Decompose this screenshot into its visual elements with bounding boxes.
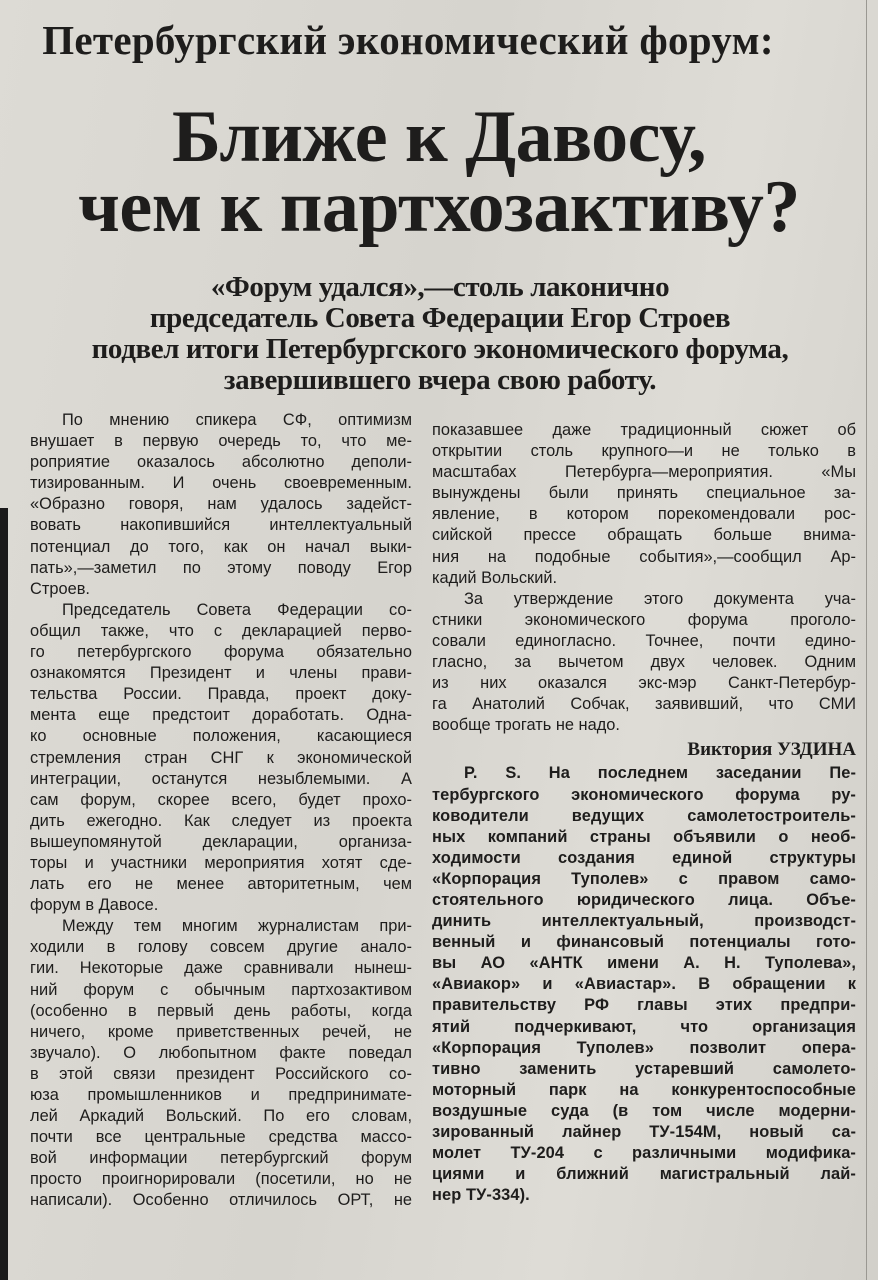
text-line: моторный парк на конкурентоспособные [432, 1080, 856, 1099]
text-line: «Авиакор» и «Авиастар». В обращении к [432, 975, 856, 994]
text-line: нер ТУ-334). [432, 1186, 530, 1205]
text-line: звучало). О любопытном факте поведал [30, 1043, 412, 1062]
text-line: Строев. [30, 579, 90, 598]
text-line: тивно заменить устаревший самолето- [432, 1059, 856, 1078]
text-line: По мнению спикера СФ, оптимизм [62, 411, 412, 429]
paragraph [30, 916, 412, 1211]
text-line: гласно, за вычетом двух человек. Одним [432, 653, 856, 672]
text-line: ничего, кроме приветственных речей, не [30, 1022, 412, 1041]
text-line: юза промышленников и предпринимате- [30, 1086, 412, 1104]
text-line: (особенно в первый день работы, когда [30, 1001, 412, 1020]
text-line: торы и участники мероприятия хотят сде- [30, 853, 412, 872]
paragraph [432, 589, 856, 737]
text-line: ятий подчеркивают, что организация [432, 1017, 856, 1036]
text-line: просто проигнорировали (посетили, но не [30, 1170, 412, 1189]
text-line: ководители ведущих самолетостроитель- [432, 806, 856, 825]
text-line: в этой связи президент Российского со- [30, 1064, 412, 1083]
article-kicker: Петербургский экономический форум: [42, 17, 774, 63]
text-line: лей Аркадий Вольский. По его словам, [30, 1107, 412, 1126]
text-line: потенциал до того, как он начал выки- [30, 537, 412, 556]
text-line: «Корпорация Туполев» позволит опера- [432, 1038, 856, 1057]
text-line: дить ежегодно. Как следует из проекта [30, 811, 412, 830]
text-line: сийской прессе обращать больше внима- [432, 526, 856, 545]
text-line: ных компаний страны объявили о необ- [432, 827, 856, 846]
article-column-right [432, 420, 856, 1206]
lead-line: подвел итоги Петербургского экономического форума, [91, 333, 789, 365]
text-line: сам форум, скорее всего, будет прохо- [30, 790, 412, 809]
text-line: из них оказался экс-мэр Санкт-Петербур- [432, 674, 856, 693]
headline-line-1: Ближе к Давосу, [171, 96, 707, 178]
text-line: совали единогласно. Точнее, почти едино- [432, 631, 856, 650]
paragraph [432, 763, 856, 1206]
text-line: Председатель Совета Федерации со- [62, 600, 412, 619]
text-line: «Образно говоря, нам удалось задейст- [30, 495, 412, 514]
text-line: вовать накопившийся интеллектуальный [30, 516, 412, 535]
page-edge-shadow [0, 508, 8, 1280]
paragraph [432, 420, 856, 589]
text-line: молет ТУ-204 с различными модифика- [432, 1144, 856, 1163]
lead-line: завершившего вчера свою работу. [223, 364, 657, 396]
text-line: воздушные суда (в том числе модерни- [432, 1101, 856, 1120]
text-line: динить интеллектуальный, производст- [432, 912, 856, 931]
text-line: ознакомятся Президент и члены прави- [30, 664, 412, 683]
text-line: «Корпорация Туполев» с правом само- [432, 869, 856, 888]
text-line: стремления стран СНГ к экономической [30, 748, 412, 767]
postscript [432, 763, 856, 1206]
text-line: тизированным. И очень своевременным. [30, 474, 412, 493]
text-line: циями и ближний магистральный лай- [432, 1165, 856, 1184]
text-line: форум в Давосе. [30, 896, 159, 915]
article-column-left [30, 410, 412, 1212]
text-line: показавшее даже традиционный сюжет об [432, 421, 856, 439]
text-line: P. S. На последнем заседании Пе- [464, 764, 856, 783]
text-line: стники экономического форума проголо- [432, 610, 856, 629]
text-line: венный и финансовый потенциалы гото- [432, 933, 856, 952]
text-line: вой информации петербургский форум [30, 1149, 412, 1168]
text-line: стоятельного юридического лица. Объе- [432, 890, 856, 909]
text-line: явление, в котором порекомендовали рос- [432, 505, 856, 524]
text-line: мента еще предстоит доработать. Одна- [30, 706, 412, 725]
author-byline: Виктория УЗДИНА [687, 739, 856, 761]
lead-line: «Форум удался»,—столь лаконично [210, 271, 670, 303]
text-line: вообще трогать не надо. [432, 716, 620, 735]
text-line: вышеупомянутой декларации, организа- [30, 832, 412, 851]
headline-line-2: чем к партхозактиву? [78, 166, 800, 248]
text-line: правительству РФ главы этих предпри- [432, 996, 856, 1015]
paragraph [30, 410, 412, 600]
text-line: вынуждены были принять специальное за- [432, 484, 856, 503]
text-line: гии. Некоторые даже сравнивали нынеш- [30, 959, 412, 978]
article-lead [20, 272, 860, 396]
text-line: кадий Вольский. [432, 568, 558, 587]
paragraph [30, 600, 412, 916]
text-line: ходили в голову совсем другие анало- [30, 938, 412, 957]
text-line: тельства России. Правда, проект доку- [30, 685, 412, 704]
text-line: общил также, что с декларацией перво- [30, 621, 412, 640]
text-line: го петербургского форума обязательно [30, 643, 412, 662]
text-line: написали). Особенно отличилось ОРТ, не [30, 1191, 412, 1210]
text-line: ния на подобные события»,—сообщил Ар- [432, 547, 856, 566]
text-line: ходимости создания единой структуры [432, 848, 856, 867]
text-line: роприятие оказалось абсолютно деполи- [30, 453, 412, 472]
text-line: интеграции, останутся незыблемыми. А [30, 769, 412, 788]
text-line: почти все центральные средства массо- [30, 1128, 412, 1147]
text-line: га Анатолий Собчак, заявивший, что СМИ [432, 695, 856, 714]
text-line: масштабах Петербурга—мероприятия. «Мы [432, 463, 856, 482]
text-line: лать его не менее авторитетным, чем [30, 875, 412, 894]
text-line: открытии столь крупного—и не только в [432, 442, 856, 461]
text-line: ко основные положения, касающиеся [30, 727, 412, 746]
text-line: пать»,—заметил по этому поводу Егор [30, 558, 412, 577]
text-line: внушает в первую очередь то, что ме- [30, 432, 412, 451]
text-line: зированный лайнер ТУ-154М, новый са- [432, 1123, 856, 1141]
text-line: ний форум с обычным партхозактивом [30, 980, 412, 999]
text-line: Между тем многим журналистам при- [62, 917, 412, 936]
text-line: За утверждение этого документа уча- [464, 589, 856, 608]
text-line: тербургского экономического форума ру- [432, 785, 856, 804]
text-line: вы АО «АНТК имени А. Н. Туполева», [432, 954, 856, 973]
lead-line: председатель Совета Федерации Егор Строев [149, 302, 731, 334]
